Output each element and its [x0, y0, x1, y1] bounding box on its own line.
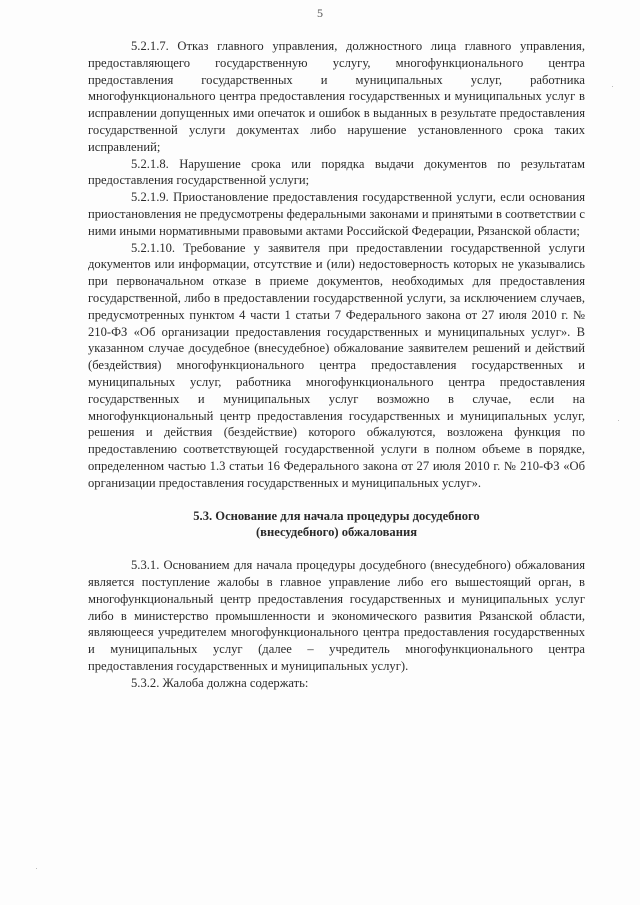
paragraph-5-3-1: 5.3.1. Основанием для начала процедуры досудебного (внесудебного) обжалования является поступление жалобы в главное управление либо его вышестоящий орган, в многофункциональный центр предоставления государственных и муниципальных услуг либо в министерство промышленности и экономического развития Рязанской области, являющееся учредителем многофункционального центра предоставления государственных и муниципальных услуг (далее – учредитель многофункционального центра предоставления государственных и муниципальных услуг). [88, 558, 585, 673]
scan-speck [618, 420, 619, 421]
section-spacer [88, 541, 585, 557]
paragraph-5-2-1-8: 5.2.1.8. Нарушение срока или порядка выдачи документов по результатам предоставления государственной услуги; [88, 156, 585, 188]
paragraph-5-2-1-10: 5.2.1.10. Требование у заявителя при предоставлении государственной услуги документов или информации, отсутствие и (или) недостоверность которых не указывались при первоначальном отказе в приеме документов, необходимых для предоставления государственной, либо в предоставлении государственной услуги, за исключением случаев, предусмотренных пунктом 4 части 1 статьи 7 Федерального закона от 27 июля 2010 г. № 210-ФЗ «Об организации предоставления государственных и муниципальных услуг». В указанном случае досудебное (внесудебное) обжалование заявителем решений и действий (бездействия) многофункционального центра предоставления государственных и муниципальных услуг, работника многофункционального центра предоставления государственных и муниципальных услуг возможно в случае, если на многофункциональный центр предоставления государственных и муниципальных услуг, решения и действия (бездействие) которого обжалуются, возложена функция по предоставлению соответствующей государственной услуги в полном объеме в порядке, определенном частью 1.3 статьи 16 Федерального закона от 27 июля 2010 г. № 210-ФЗ «Об организации предоставления государственных и муниципальных услуг». [88, 240, 585, 490]
paragraph-5-2-1-9: 5.2.1.9. Приостановление предоставления государственной услуги, если основания приостановления не предусмотрены федеральными законами и принятыми в соответствии с ними иными нормативными правовыми актами Российской Федерации, Рязанской области; [88, 190, 585, 238]
scan-speck [36, 868, 37, 869]
section-heading-5-3 [88, 508, 585, 542]
scan-speck [612, 86, 613, 87]
paragraph-5-3-2: 5.3.2. Жалоба должна содержать: [131, 675, 309, 690]
section-spacer [88, 492, 585, 508]
paragraph-5-2-1-7: 5.2.1.7. Отказ главного управления, должностного лица главного управления, предоставляющего государственную услугу, многофункционального центра предоставления государственных и муниципальных услуг, работника многофункционального центра предоставления государственных и муниципальных услуг в исправлении допущенных ими опечаток и ошибок в выданных в результате предоставления государственной услуги документах либо нарушение установленного срока таких исправлений; [88, 39, 585, 154]
section-heading-line-1: 5.3. Основание для начала процедуры досудебного [193, 508, 480, 523]
section-heading-line-2: (внесудебного) обжалования [255, 525, 418, 540]
page-number: 5 [317, 6, 323, 20]
document-body [88, 38, 585, 691]
